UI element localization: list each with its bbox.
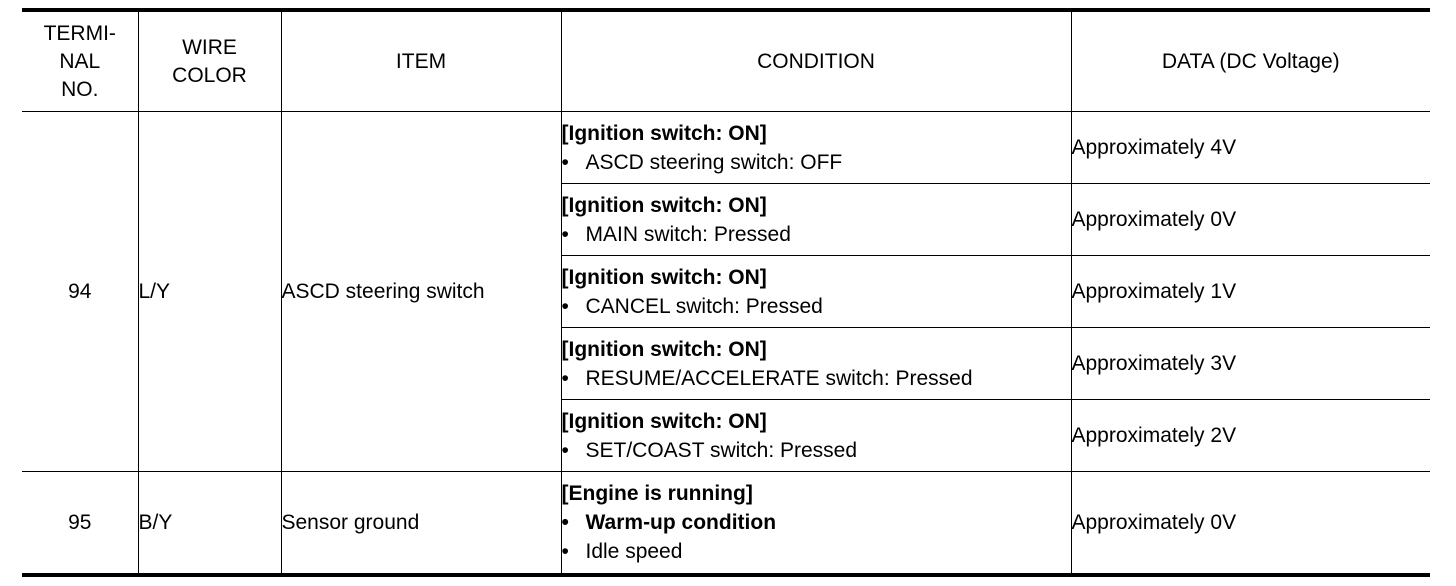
condition-bullet	[562, 537, 1071, 566]
condition-text: Warm-up condition	[585, 511, 777, 534]
condition-title: [Ignition switch: ON]	[561, 409, 767, 433]
data-value: Approximately 4V	[1071, 112, 1430, 184]
header-data: DATA (DC Voltage)	[1071, 10, 1430, 112]
condition-title: [Ignition switch: ON]	[561, 337, 767, 361]
condition-text: RESUME/ACCELERATE switch: Pressed	[585, 366, 973, 390]
condition-title: [Ignition switch: ON]	[561, 265, 767, 289]
condition-bullet	[562, 508, 1071, 537]
header-item: ITEM	[281, 10, 561, 112]
header-terminal-no: TERMI- NAL NO.	[22, 10, 138, 112]
bullet-icon: •	[561, 438, 569, 462]
terminal-number: 94	[22, 112, 138, 472]
wire-color: B/Y	[138, 472, 281, 576]
condition-text: MAIN switch: Pressed	[585, 222, 791, 246]
header-wire-color: WIRE COLOR	[138, 10, 281, 112]
table-row	[22, 472, 1430, 576]
condition-cell	[561, 472, 1071, 576]
data-value: Approximately 2V	[1071, 400, 1430, 472]
condition-cell	[561, 184, 1071, 256]
data-value: Approximately 0V	[1071, 472, 1430, 576]
condition-title: [Ignition switch: ON]	[561, 121, 767, 145]
table-row	[22, 112, 1430, 184]
condition-bullet	[562, 364, 1071, 393]
condition-bullet	[562, 436, 1071, 465]
condition-bullet	[562, 148, 1071, 177]
condition-bullet	[562, 292, 1071, 321]
condition-text: CANCEL switch: Pressed	[585, 294, 823, 318]
bullet-icon: •	[561, 511, 569, 534]
condition-cell	[561, 400, 1071, 472]
condition-cell	[561, 328, 1071, 400]
condition-text: SET/COAST switch: Pressed	[585, 438, 858, 462]
terminal-data-table	[22, 8, 1430, 577]
bullet-icon: •	[561, 294, 569, 318]
item-name: ASCD steering switch	[281, 112, 561, 472]
condition-text: ASCD steering switch: OFF	[585, 150, 843, 174]
bullet-icon: •	[561, 540, 569, 563]
condition-bullet	[562, 220, 1071, 249]
bullet-icon: •	[561, 222, 569, 246]
data-value: Approximately 3V	[1071, 328, 1430, 400]
header-condition: CONDITION	[561, 10, 1071, 112]
condition-cell	[561, 112, 1071, 184]
condition-title: [Engine is running]	[561, 482, 753, 505]
data-value: Approximately 1V	[1071, 256, 1430, 328]
header-row	[22, 10, 1430, 112]
bullet-icon: •	[561, 150, 569, 174]
data-value: Approximately 0V	[1071, 184, 1430, 256]
wire-color: L/Y	[138, 112, 281, 472]
item-name: Sensor ground	[281, 472, 561, 576]
bullet-icon: •	[561, 366, 569, 390]
condition-cell	[561, 256, 1071, 328]
condition-text: Idle speed	[585, 540, 683, 563]
condition-title: [Ignition switch: ON]	[561, 193, 767, 217]
terminal-number: 95	[22, 472, 138, 576]
